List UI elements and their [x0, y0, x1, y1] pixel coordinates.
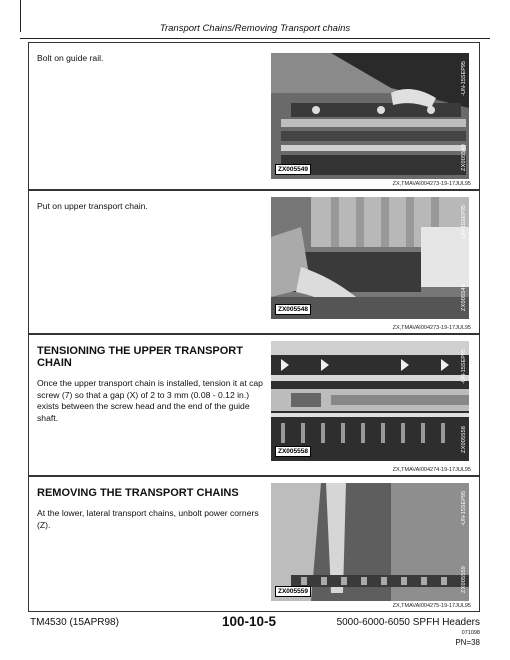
image-code: ZX005559 [275, 586, 311, 597]
page-header [20, 20, 490, 39]
photo-upper-chain [271, 197, 469, 319]
image-side-text-bottom: ZX005559 [461, 566, 467, 593]
photo-guide-rail-image [271, 53, 469, 179]
photo-removing-chains [271, 483, 469, 601]
image-side-text-top: -UN-15SEP95 [461, 205, 467, 240]
image-side-text-top: -UN-15SEP95 [461, 349, 467, 384]
section-ref: ZX,TMAVAI004275-19-17JUL95 [392, 603, 471, 609]
photo-guide-rail [271, 53, 469, 179]
image-side-text-top: -UN-15SEP95 [461, 61, 467, 96]
section-bolt-guide-rail [28, 42, 480, 190]
image-code: ZX005549 [275, 164, 311, 175]
section-text-block [37, 345, 269, 424]
footer-page-number: 100-10-5 [222, 614, 277, 629]
photo-upper-chain-image [271, 197, 469, 319]
section-heading: REMOVING THE TRANSPORT CHAINS [37, 487, 239, 499]
section-upper-chain [28, 190, 480, 334]
image-code: ZX005548 [275, 304, 311, 315]
section-tensioning [28, 334, 480, 476]
image-side-text-bottom: ZX005548 [461, 284, 467, 311]
image-code: ZX005558 [275, 446, 311, 457]
page-title: Transport Chains/Removing Transport chains [159, 23, 351, 34]
section-body: Once the upper transport chain is installed, tension it at cap screw (7) so that a gap (X) of 2 to 3 mm (0.08 - 0.12 in.) exists between the screw head and the end of the guide shaft. [37, 378, 263, 423]
footer-manual-id: TM4530 (15APR98) [30, 617, 119, 628]
section-text-block [37, 53, 269, 65]
section-text-block [37, 201, 269, 213]
photo-tensioning [271, 341, 469, 461]
section-ref: ZX,TMAVAI004273-19-17JUL95 [392, 181, 471, 187]
section-text-block [37, 487, 269, 531]
image-side-text-bottom: ZX005549 [461, 144, 467, 171]
section-heading: TENSIONING THE UPPER TRANSPORT CHAIN [37, 345, 243, 369]
footer-pn: PN=38 [455, 638, 480, 647]
section-ref: ZX,TMAVAI004274-19-17JUL95 [392, 467, 471, 473]
section-body: At the lower, lateral transport chains, unbolt power corners (Z). [37, 508, 259, 530]
section-body: Put on upper transport chain. [37, 201, 148, 211]
image-side-text-bottom: ZX005558 [461, 426, 467, 453]
image-side-text-top: -UN-15SEP95 [461, 491, 467, 526]
footer-code: 071098 [461, 630, 480, 636]
photo-tensioning-image [271, 341, 469, 461]
section-body: Bolt on guide rail. [37, 53, 104, 63]
footer-title: 5000-6000-6050 SPFH Headers [336, 617, 480, 628]
section-ref: ZX,TMAVAI004273-19-17JUL95 [392, 325, 471, 331]
section-removing-chains [28, 476, 480, 612]
photo-removing-chains-image [271, 483, 469, 601]
